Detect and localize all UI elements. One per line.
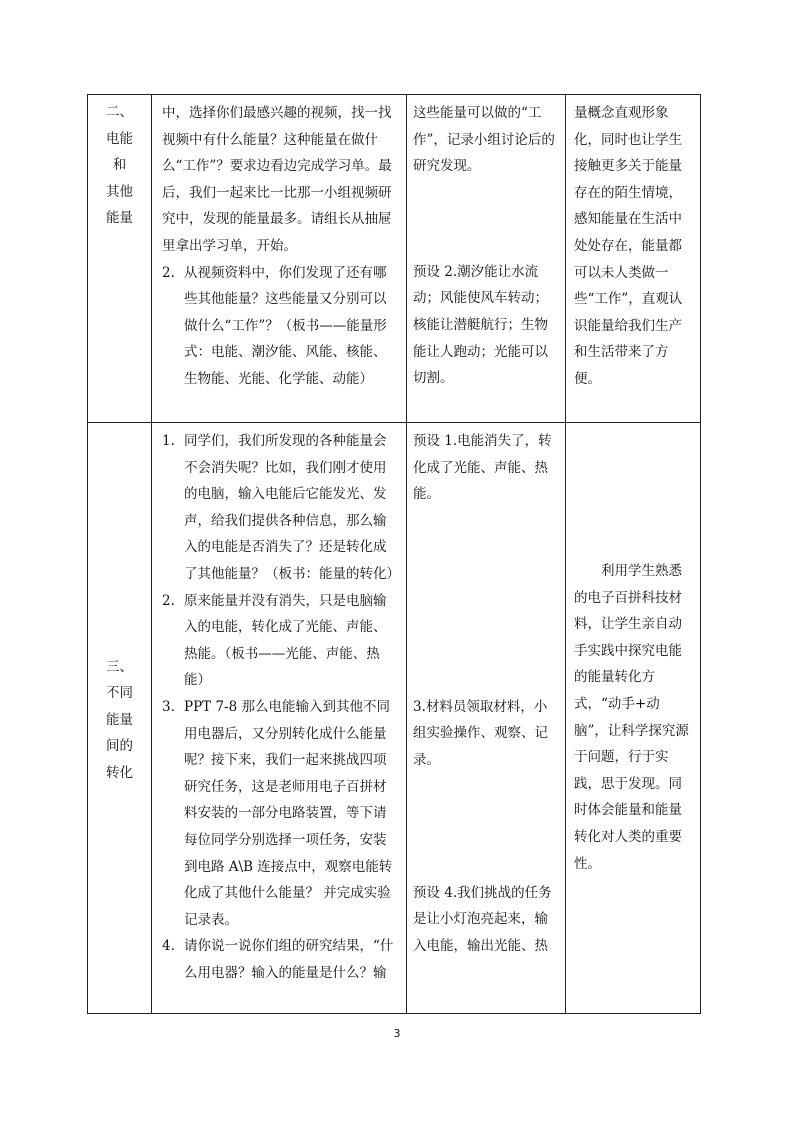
stage-label: 不同 (106, 685, 133, 702)
item-text: 请你说一说你们组的研究结果，“什么用电器？输入的能量是什么？输 (184, 938, 394, 981)
item-text: 原来能量并没有消失，只是电脑输入的电能，转化成了光能、声能、热能。（板书——光能、声能、热能） (184, 592, 387, 689)
student-activity-cell (407, 423, 566, 1014)
item-number: 1. (162, 433, 175, 449)
list-item (162, 933, 398, 986)
stage-cell (88, 423, 152, 1014)
stage-label: 二、 (106, 104, 133, 120)
stage-label: 能量 (106, 210, 133, 227)
intent-text: 量概念直观形象化，同时也让学生接触更多关于能量存在的陌生情境，感知能量在生活中处处存在，能量都可以未人类做一些“工作”，直观认识能量给我们生产和生活带来了方便。 (574, 105, 683, 387)
student-text: 这些能量可以做的“工作”，记录小组讨论后的研究发现。 (413, 105, 555, 175)
stage-cell (88, 95, 152, 423)
item-text: PPT 7-8 那么电能输入到其他不同用电器后，又分别转化成什么能量呢？接下来，我们一起来挑战四项研究任务，这是老师用电子百拼材料安装的一部分电路装置，等下请每位同学分别选择一项任务，安装到电路 A\B 连接点中，观察电能转化成了其他什么能量？ 并完成实验记录表。 (184, 698, 393, 928)
design-intent-cell (566, 423, 701, 1014)
lesson-plan-table (87, 94, 701, 1014)
list-item (162, 260, 398, 393)
list-item (162, 694, 398, 933)
student-text: 预设 4.我们挑战的任务是让小灯泡亮起来，输入电能，输出光能、热 (413, 884, 552, 954)
item-text: 同学们，我们所发现的各种能量会不会消失呢？比如，我们刚才使用的电脑，输入电能后它能发光、发声，给我们提供各种信息，那么输入的电能是否消失了？还是转化成了其他能量？（板书：能量的转化） (184, 433, 400, 582)
stage-label: 电能 (106, 130, 133, 147)
item-number: 4. (162, 938, 175, 955)
student-text: 3.材料员领取材料，小组实验操作、观察、记录。 (413, 698, 548, 768)
stage-label: 间的 (106, 738, 133, 755)
student-text: 预设 2.潮汐能让水流动；风能使风车转动；核能让潜艇航行；生物能让人跑动；光能可以切割。 (413, 263, 548, 387)
page-number: 3 (393, 1027, 401, 1040)
list-item (162, 588, 398, 694)
list-item (162, 428, 398, 588)
table-row (88, 95, 701, 423)
stage-label: 其他 (106, 183, 133, 200)
item-text: 从视频资料中，你们发现了还有哪些其他能量？这些能量又分别可以做什么“工作”？（板书——能量形式：电能、潮汐能、风能、核能、生物能、光能、化学能、动能） (184, 264, 387, 387)
design-intent-cell (566, 95, 701, 423)
item-number: 2. (162, 592, 175, 609)
intent-text: 利用学生熟悉的电子百拼科技材料，让学生亲自动手实践中探究电能的能量转化方式，“动手+动脑”，让科学探究源于问题，行于实践，思于发现。同时体会能量和能量转化对人类的重要性。 (574, 563, 689, 872)
teacher-activity-cell (152, 95, 407, 423)
stage-label: 三、 (106, 658, 133, 675)
student-activity-cell (407, 95, 566, 423)
student-text: 预设 1.电能消失了，转化成了光能、声能、热能。 (413, 433, 552, 503)
stage-label: 和 (112, 157, 127, 174)
item-number: 3. (162, 698, 175, 715)
table-row (88, 423, 701, 1014)
item-number: 2. (162, 264, 175, 281)
stage-label: 转化 (106, 764, 133, 781)
teacher-activity-cell (152, 423, 407, 1014)
stage-label: 能量 (106, 711, 133, 728)
teacher-text: 中，选择你们最感兴趣的视频，找一找视频中有什么能量？这种能量在做什么“工作”？要求边看边完成学习单。最后，我们一起来比一比那一小组视频研究中，发现的能量最多。请组长从抽屉里拿出学习单，开始。 (162, 105, 392, 254)
